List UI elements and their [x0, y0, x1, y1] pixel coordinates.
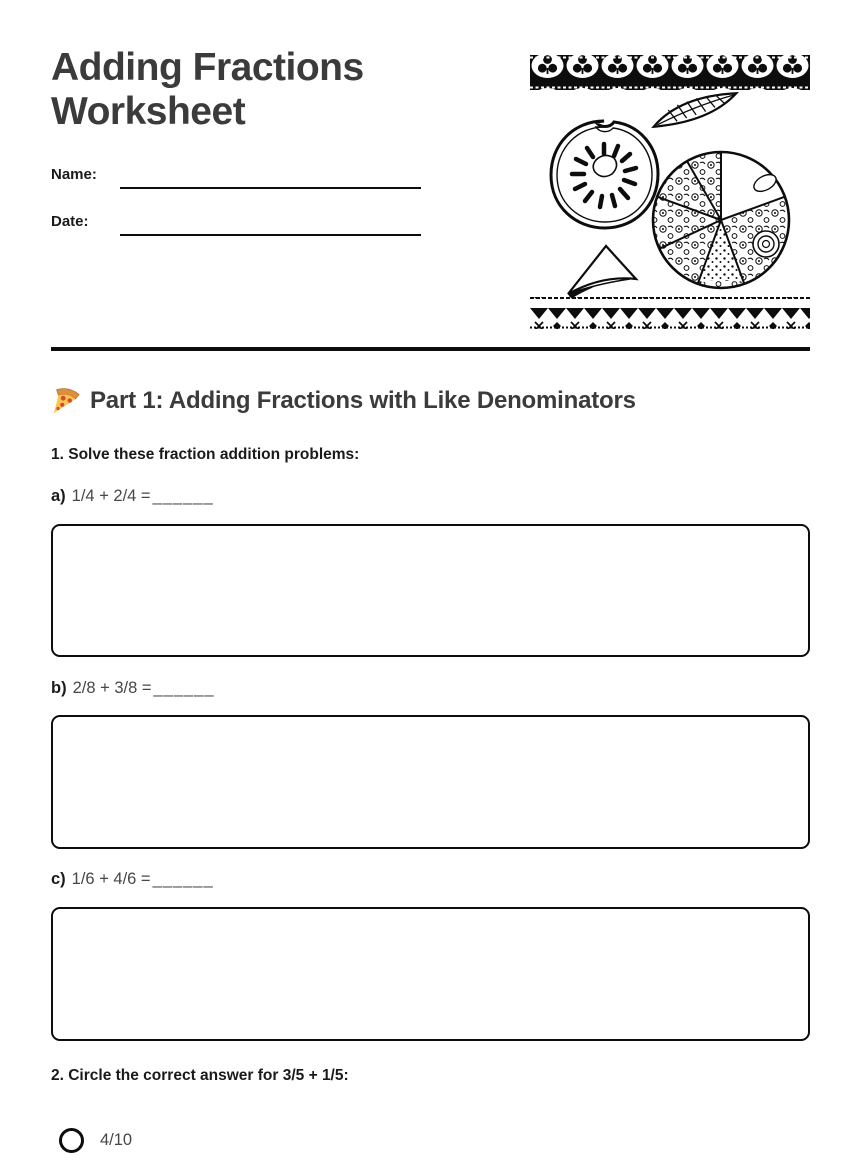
- work-area-a[interactable]: [51, 524, 810, 657]
- leaf-drawing: [650, 89, 740, 128]
- top-ornament-band: [530, 55, 810, 90]
- date-label: Date:: [51, 213, 89, 230]
- option-label: 4/10: [100, 1131, 133, 1149]
- question1-prompt: 1. Solve these fraction addition problems:: [51, 446, 360, 463]
- problem-b-answer-blank[interactable]: ______: [153, 679, 215, 697]
- date-field-row: [51, 210, 421, 236]
- problem-a-label: a): [51, 487, 66, 505]
- pie-drawing: [653, 152, 789, 288]
- work-area-b[interactable]: [51, 715, 810, 849]
- question2-prompt: 2. Circle the correct answer for 3/5 + 1/5:: [51, 1067, 349, 1084]
- name-label: Name:: [51, 166, 97, 183]
- date-field[interactable]: [120, 210, 421, 236]
- page-title: Adding Fractions Worksheet: [51, 46, 364, 134]
- problem-c-expression: 1/6 + 4/6 =: [71, 870, 151, 888]
- triangle-drawing: [568, 246, 636, 299]
- pizza-icon: [51, 386, 81, 416]
- problem-a-expression: 1/4 + 2/4 =: [71, 487, 151, 505]
- bottom-ornament-band: [530, 297, 810, 329]
- problem-c-label: c): [51, 870, 66, 888]
- name-field-row: [51, 163, 421, 189]
- radio-circle[interactable]: [59, 1128, 84, 1153]
- problem-b-label: b): [51, 679, 67, 697]
- problem-a-line: [51, 487, 551, 506]
- problem-c-answer-blank[interactable]: ______: [152, 870, 214, 888]
- part1-heading: Part 1: Adding Fractions with Like Denominators: [90, 387, 636, 414]
- fruit-and-pie-coloring-illustration: [530, 48, 810, 330]
- answer-option-row: [59, 1128, 359, 1153]
- part1-heading-row: [51, 386, 810, 416]
- section-divider: [51, 347, 810, 351]
- work-area-c[interactable]: [51, 907, 810, 1041]
- name-field[interactable]: [120, 163, 421, 189]
- problem-c-line: [51, 870, 551, 889]
- problem-b-expression: 2/8 + 3/8 =: [72, 679, 152, 697]
- problem-a-answer-blank[interactable]: ______: [152, 487, 214, 505]
- kiwi-drawing: [551, 121, 658, 228]
- problem-b-line: [51, 679, 551, 698]
